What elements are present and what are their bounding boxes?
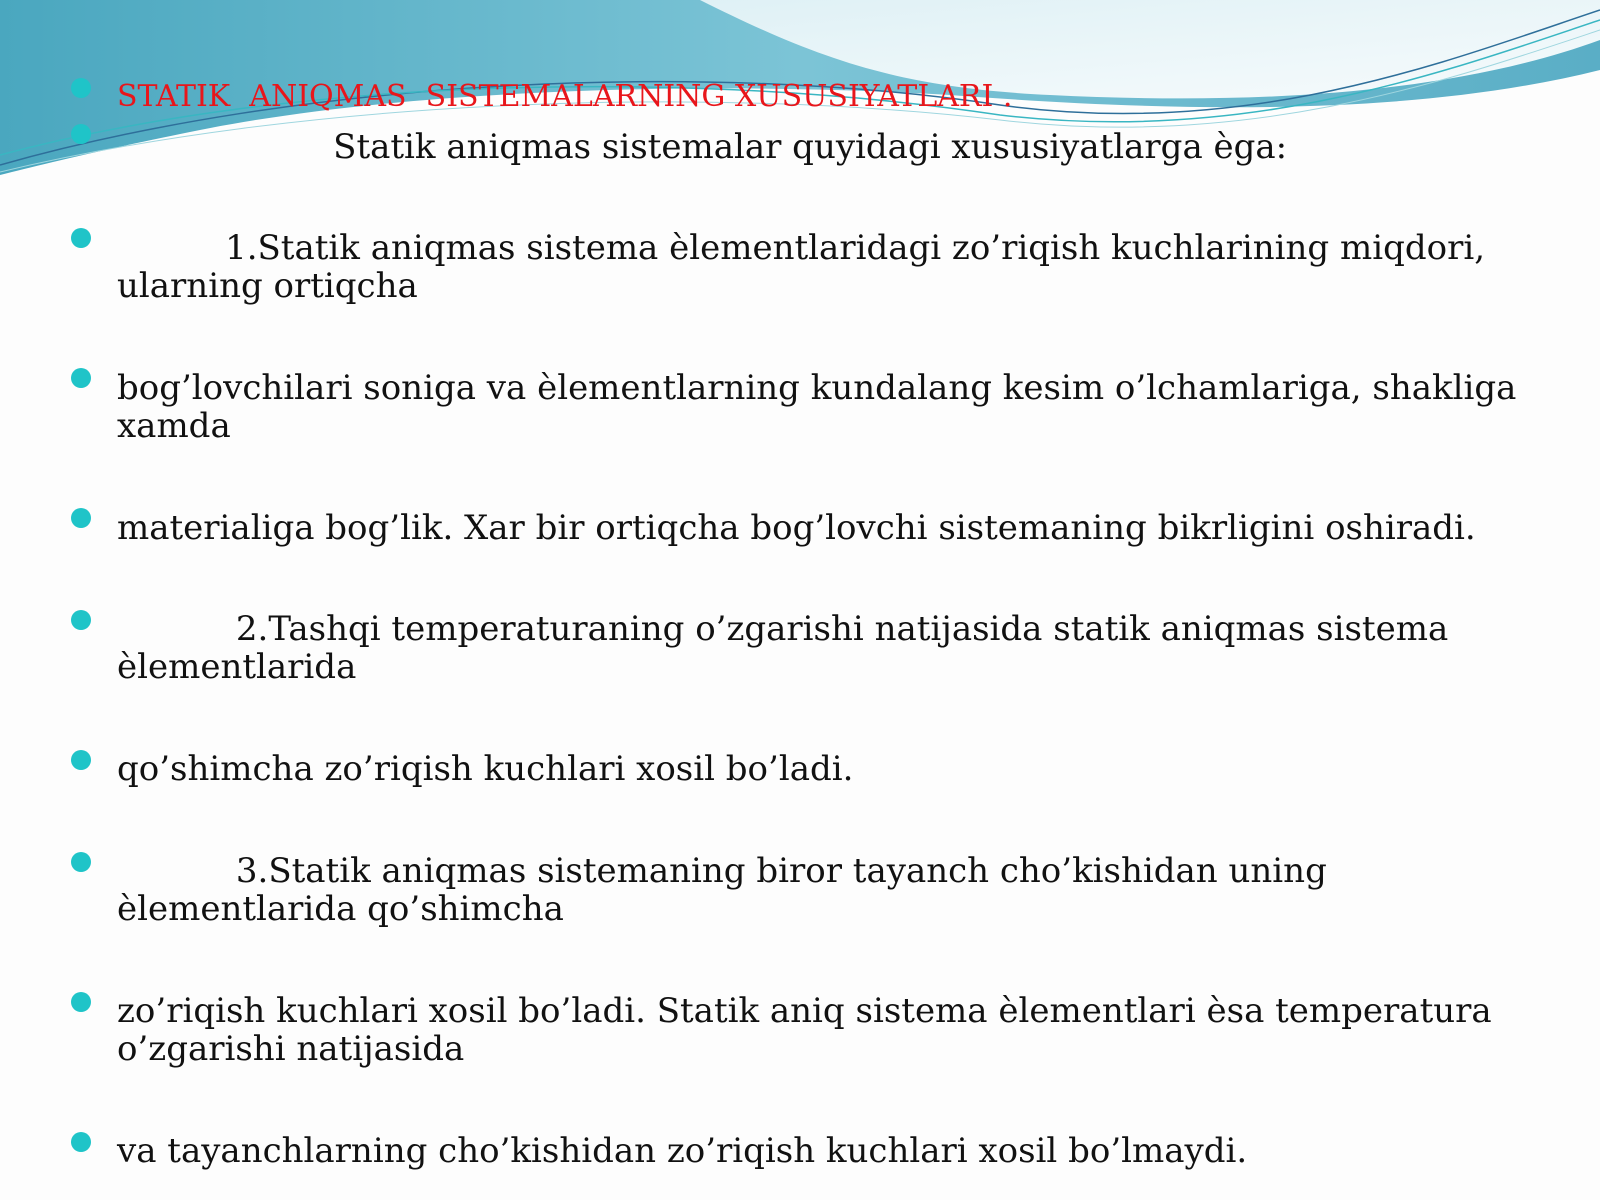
- title-bullet: [71, 78, 91, 98]
- list-item: bog’lovchilari soniga va èlementlarning kundalang kesim o’lchamlariga, shakliga xamda: [117, 368, 1528, 446]
- list-bullet: [71, 852, 91, 872]
- list-item: materialiga bog’lik. Xar bir ortiqcha bog’lovchi sistemaning bikrligini oshiradi.: [117, 508, 1476, 548]
- list-bullet: [71, 1132, 91, 1152]
- list-item: qo’shimcha zo’riqish kuchlari xosil bo’ladi.: [117, 749, 854, 789]
- list-bullet: [71, 228, 91, 248]
- list-bullet: [71, 992, 91, 1012]
- list-item: Statik aniqmas sistemalar quyidagi xususiyatlarga èga:: [117, 127, 1288, 167]
- list-bullet: [71, 368, 91, 388]
- list-item: 2.Tashqi temperaturaning o’zgarishi natijasida statik aniqmas sistema èlementlarida: [117, 609, 1460, 687]
- list-item: va tayanchlarning cho’kishidan zo’riqish kuchlari xosil bo’lmaydi.: [117, 1131, 1248, 1171]
- list-bullet: [71, 610, 91, 630]
- list-bullet: [71, 508, 91, 528]
- list-bullet: [71, 124, 91, 144]
- list-bullet: [71, 750, 91, 770]
- list-item: zo’riqish kuchlari xosil bo’ladi. Statik aniq sistema èlementlari èsa temperatura o’zgarishi natijasida: [117, 991, 1503, 1069]
- slide-title: STATIK ANIQMAS SISTEMALARNING XUSUSIYATLARI .: [117, 79, 1013, 114]
- list-item: 3.Statik aniqmas sistemaning biror tayanch cho’kishidan uning èlementlarida qo’shimcha: [117, 851, 1338, 929]
- list-item: 1.Statik aniqmas sistema èlementlaridagi zo’riqish kuchlarining miqdori, ularning ortiqcha: [117, 228, 1496, 306]
